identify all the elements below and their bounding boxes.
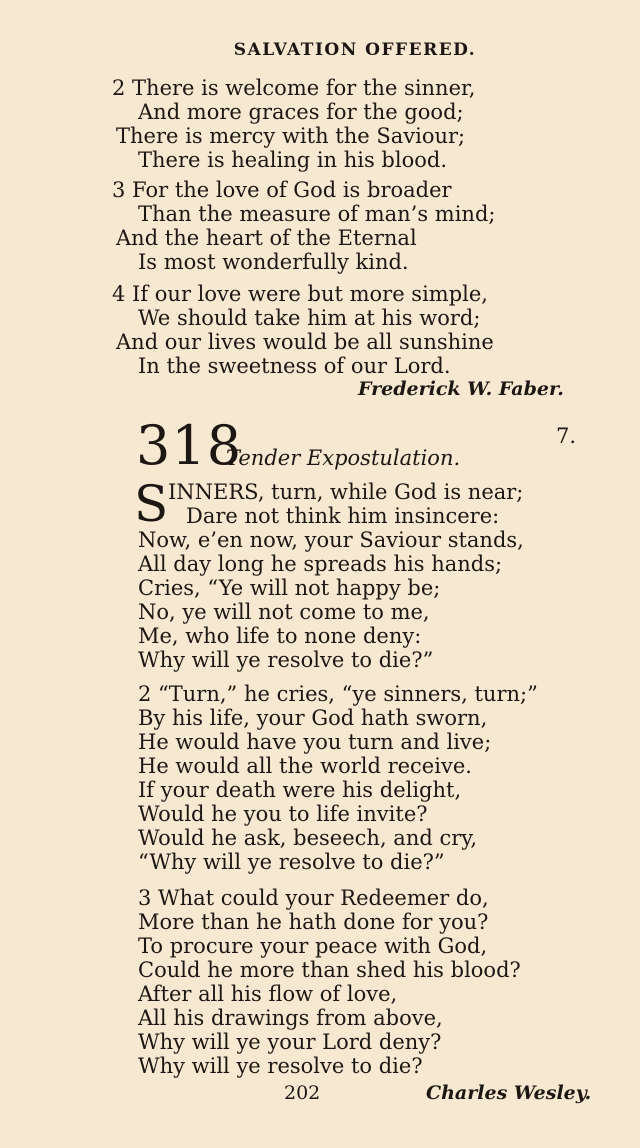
- verse-line: Me, who life to none deny:: [138, 624, 422, 648]
- verse-line: By his life, your God hath sworn,: [138, 706, 488, 730]
- verse-line: Dare not think him insincere:: [186, 504, 500, 528]
- verse-line: INNERS, turn, while God is near;: [168, 480, 524, 504]
- verse-line: 3 For the love of God is broader: [112, 178, 452, 202]
- verse-line: Why will ye resolve to die?: [138, 1054, 423, 1078]
- verse-line: Why will ye your Lord deny?: [138, 1030, 442, 1054]
- verse-line: Could he more than shed his blood?: [138, 958, 521, 982]
- verse-line: And the heart of the Eternal: [116, 226, 417, 250]
- verse-line: If your death were his delight,: [138, 778, 462, 802]
- verse-line: Cries, “Ye will not happy be;: [138, 576, 441, 600]
- verse-line: There is mercy with the Saviour;: [116, 124, 466, 148]
- verse-line: To procure your peace with God,: [138, 934, 488, 958]
- verse-line: All his drawings from above,: [138, 1006, 443, 1030]
- page-number: 202: [284, 1082, 321, 1104]
- verse-line: Than the measure of man’s mind;: [138, 202, 496, 226]
- verse-line: In the sweetness of our Lord.: [138, 354, 451, 378]
- verse-line: He would all the world receive.: [138, 754, 472, 778]
- verse-line: Why will ye resolve to die?”: [138, 648, 434, 672]
- verse-line: We should take him at his word;: [138, 306, 481, 330]
- verse-line: “Why will ye resolve to die?”: [138, 850, 445, 874]
- verse-line: There is healing in his blood.: [138, 148, 447, 172]
- verse-line: 4 If our love were but more simple,: [112, 282, 488, 306]
- verse-line: More than he hath done for you?: [138, 910, 489, 934]
- verse-line: He would have you turn and live;: [138, 730, 492, 754]
- drop-cap: S: [134, 475, 169, 533]
- hymn-number: 318: [136, 414, 243, 477]
- hymn-author: Charles Wesley.: [426, 1082, 592, 1104]
- verse-line: And our lives would be all sunshine: [116, 330, 494, 354]
- running-header: SALVATION OFFERED.: [233, 40, 477, 60]
- verse-line: Would he ask, beseech, and cry,: [138, 826, 478, 850]
- verse-line: After all his flow of love,: [138, 982, 398, 1006]
- verse-line: Now, e’en now, your Saviour stands,: [138, 528, 524, 552]
- verse-line: And more graces for the good;: [138, 100, 464, 124]
- verse-line: All day long he spreads his hands;: [138, 552, 503, 576]
- hymn-meter: 7.: [556, 424, 577, 448]
- verse-line: 2 “Turn,” he cries, “ye sinners, turn;”: [138, 682, 538, 706]
- verse-line: 3 What could your Redeemer do,: [138, 886, 489, 910]
- verse-line: No, ye will not come to me,: [138, 600, 430, 624]
- verse-line: Would he you to life invite?: [138, 802, 428, 826]
- verse-line: 2 There is welcome for the sinner,: [112, 76, 476, 100]
- hymn-title: Tender Expostulation.: [226, 446, 461, 470]
- previous-hymn-author: Frederick W. Faber.: [358, 378, 564, 400]
- verse-line: Is most wonderfully kind.: [138, 250, 409, 274]
